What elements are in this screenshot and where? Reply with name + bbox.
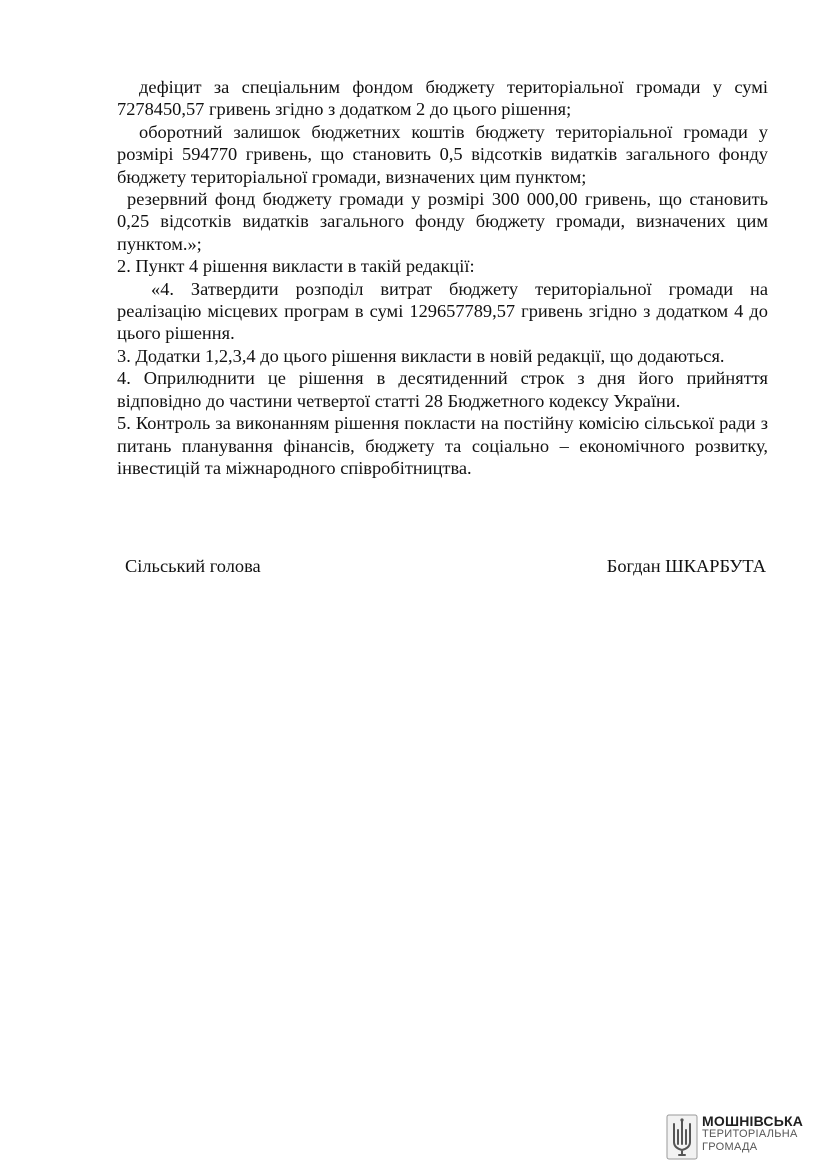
signature-name: Богдан ШКАРБУТА <box>606 556 766 576</box>
document-body <box>117 76 768 479</box>
logo-text <box>702 1115 803 1154</box>
paragraph-reserve-fund: резервний фонд бюджету громади у розмірі 300 000,00 гривень, що становить 0,25 відсотків видатків загального фонду бюджету громади, визначених цим пунктом.»; <box>117 189 768 254</box>
paragraph-item-4: 4. Оприлюднити це рішення в десятиденний строк з дня його прийняття відповідно до частини четвертої статті 28 Бюджетного кодексу України. <box>117 368 768 411</box>
paragraph-item-2: 2. Пункт 4 рішення викласти в такій редакції: <box>117 256 475 277</box>
trident-icon <box>666 1114 698 1160</box>
paragraph-deficit-special-fund: дефіцит за спеціальним фондом бюджету територіальної громади у сумі 7278450,57 гривень згідно з додатком 2 до цього рішення; <box>117 77 768 120</box>
paragraph-item-3: 3. Додатки 1,2,3,4 до цього рішення викласти в новій редакції, що додаються. <box>117 345 725 366</box>
signature-block <box>125 555 766 579</box>
community-logo <box>666 1114 816 1162</box>
signature-title: Сільський голова <box>125 556 261 576</box>
paragraph-item-5: 5. Контроль за виконанням рішення покласти на постійну комісію сільської ради з питань планування фінансів, бюджету та соціально – економічного розвитку, інвестицій та міжнародного співробітництва. <box>117 413 768 478</box>
logo-line-3: ГРОМАДА <box>702 1141 758 1153</box>
logo-line-1: МОШНІВСЬКА <box>702 1113 804 1129</box>
paragraph-working-balance: оборотний залишок бюджетних коштів бюджету територіальної громади у розмірі 594770 гривень, що становить 0,5 відсотків видатків загального фонду бюджету територіальної громади, визначених цим пунктом; <box>117 121 768 187</box>
logo-line-2: ТЕРИТОРІАЛЬНА <box>702 1128 798 1140</box>
paragraph-item-4-text: «4. Затвердити розподіл витрат бюджету територіальної громади на реалізацію місцевих програм в сумі 129657789,57 гривень згідно з додатком 4 до цього рішення. <box>117 278 768 344</box>
